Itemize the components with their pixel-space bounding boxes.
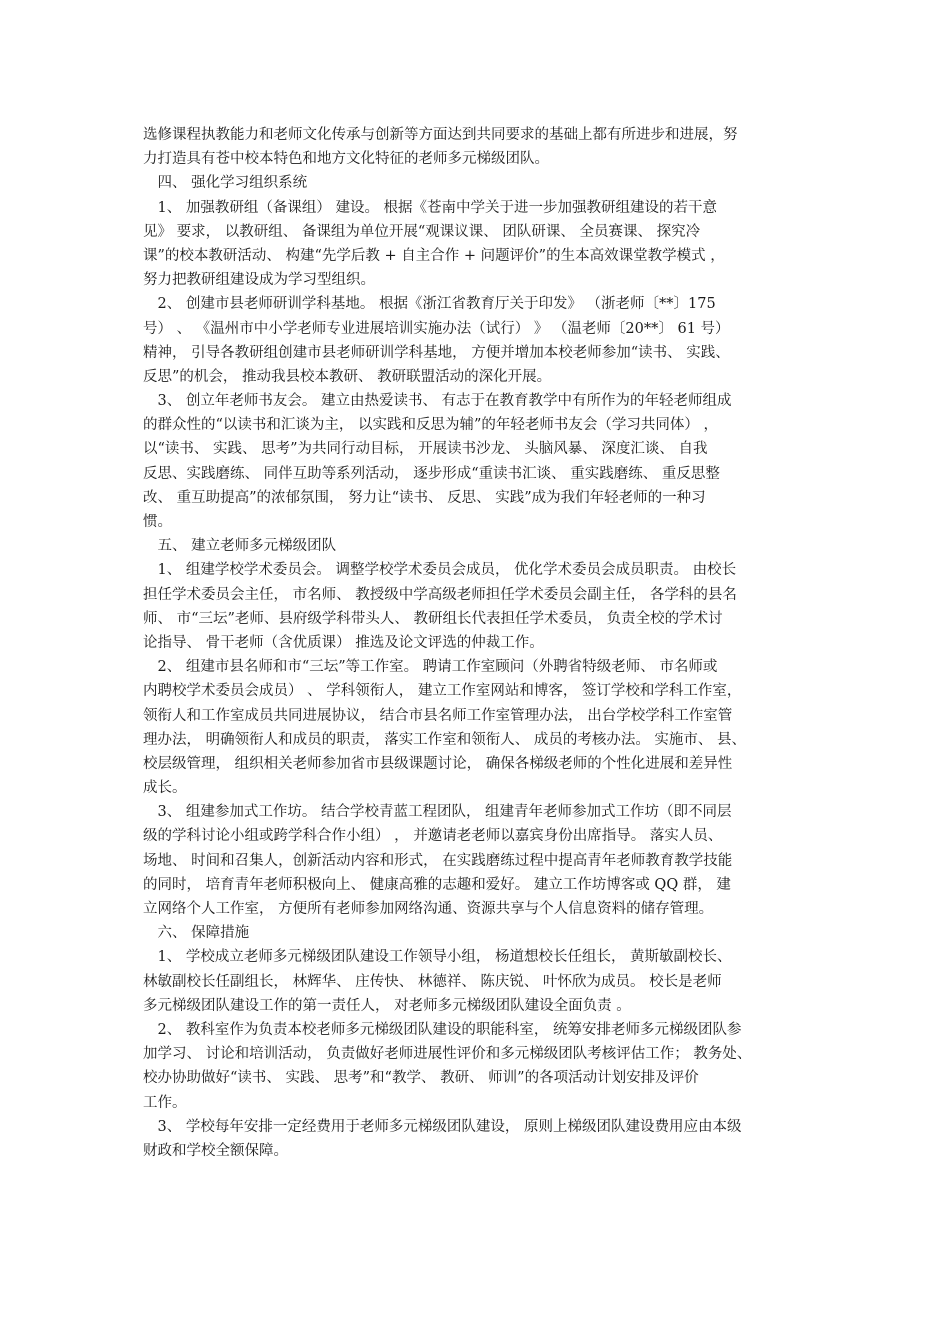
text-line: 反思、实践磨练、 同伴互助等系列活动， 逐步形成“重读书汇谈、 重实践磨练、 重反思整 (143, 465, 720, 482)
text-line: 改、 重互助提高”的浓郁氛围， 努力让“读书、 反思、 实践”成为我们年轻老师的一种习 (143, 489, 706, 506)
text-line: 担任学术委员会主任， 市名师、 教授级中学高级老师担任学术委员会副主任， 各学科的县名 (143, 586, 737, 603)
text-line: 2、 教科室作为负责本校老师多元梯级团队建设的职能科室， 统筹安排老师多元梯级团队参 (143, 1021, 742, 1038)
text-line: 论指导、 骨干老师（含优质课） 推选及论文评选的仲裁工作。 (143, 634, 544, 651)
text-line: 多元梯级团队建设工作的第一责任人， 对老师多元梯级团队建设全面负责 。 (143, 997, 631, 1014)
document-body (143, 123, 815, 1163)
text-line: 林敏副校长任副组长， 林辉华、 庄传快、 林德祥、 陈庆锐、 叶怀欣为成员。 校长是老师 (143, 973, 722, 990)
text-line: 级的学科讨论小组或跨学科合作小组） ， 并邀请老老师以嘉宾身份出席指导。 落实人员、 (143, 828, 723, 845)
text-line: 理办法， 明确领衔人和成员的职责， 落实工作室和领衔人、 成员的考核办法。 实施市、 县、 (143, 731, 747, 748)
text-line: 领衔人和工作室成员共同进展协议， 结合市县名师工作室管理办法， 出台学校学科工作室管 (143, 707, 733, 724)
section-heading: 六、 保障措施 (143, 925, 250, 942)
text-line: 校办协助做好“读书、 实践、 思考”和“教学、 教研、 师训”的各项活动计划安排及评价 (143, 1070, 699, 1087)
text-line: 精神， 引导各教研组创建市县老师研训学科基地， 方便并增加本校老师参加“读书、 实践、 (143, 344, 730, 361)
text-line: 努力把教研组建设成为学习型组织。 (143, 272, 375, 289)
text-line: 财政和学校全额保障。 (143, 1142, 288, 1159)
text-line: 见》 要求， 以教研组、 备课组为单位开展“观课议课、 团队研课、 全员赛课、 探究冷 (143, 223, 701, 240)
text-line: 场地、 时间和召集人，创新活动内容和形式， 在实践磨练过程中提高青年老师教育教学技能 (143, 852, 733, 869)
text-line: 课”的校本教研活动、 构建“先学后教 + 自主合作 + 问题评价”的生本高效课堂教学模式 ， (143, 247, 725, 264)
text-line: 立网络个人工作室， 方便所有老师参加网络沟通、资源共享与个人信息资料的储存管理。 (143, 901, 714, 917)
text-line: 师、 市“三坛”老师、县府级学科带头人、 教研组长代表担任学术委员， 负责全校的学术讨 (143, 610, 723, 627)
text-line: 内聘校学术委员会成员） 、 学科领衔人， 建立工作室网站和博客， 签订学校和学科工作室， (143, 683, 742, 700)
text-line: 的同时， 培育青年老师积极向上、 健康高雅的志趣和爱好。 建立工作坊博客或 QQ 群， 建 (143, 876, 731, 893)
text-line: 加学习、 讨论和培训活动， 负责做好老师进展性评价和多元梯级团队考核评估工作； 教务处、 (143, 1046, 752, 1063)
text-line: 校层级管理， 组织相关老师参加省市县级课题讨论， 确保各梯级老师的个性化进展和差异性 (143, 755, 733, 772)
text-line: 3、 创立年老师书友会。 建立由热爱读书、 有志于在教育教学中有所作为的年轻老师组成 (143, 393, 732, 410)
text-line: 工作。 (143, 1094, 187, 1111)
text-line: 的群众性的“以读书和汇谈为主， 以实践和反思为辅”的年轻老师书友会（学习共同体） ， (143, 417, 719, 434)
text-line: 成长。 (143, 780, 187, 797)
text-line: 2、 创建市县老师研训学科基地。 根据《浙江省教育厅关于印发》 （浙老师〔**〕175 (143, 296, 716, 313)
text-line: 3、 学校每年安排一定经费用于老师多元梯级团队建设， 原则上梯级团队建设费用应由本级 (143, 1118, 742, 1135)
text-line: 3、 组建参加式工作坊。 结合学校青蓝工程团队， 组建青年老师参加式工作坊（即不同层 (143, 804, 732, 821)
text-line: 号） 、 《温州市中小学老师专业进展培训实施办法（试行） 》 （温老师〔20**〕 61 号） (143, 320, 730, 337)
text-line: 1、 学校成立老师多元梯级团队建设工作领导小组， 杨道想校长任组长， 黄斯敏副校长、 (143, 949, 732, 966)
text-line: 惯。 (143, 514, 172, 530)
text-line: 力打造具有苍中校本特色和地方文化特征的老师多元梯级团队。 (143, 151, 549, 168)
section-heading: 五、 建立老师多元梯级团队 (143, 538, 337, 555)
text-line: 1、 组建学校学术委员会。 调整学校学术委员会成员， 优化学术委员会成员职责。 由校长 (143, 562, 737, 579)
text-line: 选修课程执教能力和老师文化传承与创新等方面达到共同要求的基础上都有所进步和进展，努 (143, 127, 738, 143)
text-line: 反思”的机会， 推动我县校本教研、 教研联盟活动的深化开展。 (143, 368, 552, 385)
section-heading: 四、 强化学习组织系统 (143, 175, 308, 192)
text-line: 2、 组建市县名师和市“三坛”等工作室。 聘请工作室顾问（外聘省特级老师、 市名师或 (143, 659, 718, 676)
text-line: 1、 加强教研组（备课组） 建设。 根据《苍南中学关于进一步加强教研组建设的若干意 (143, 199, 718, 216)
text-line: 以“读书、 实践、 思考”为共同行动目标， 开展读书沙龙、 头脑风暴、 深度汇谈、 自我 (143, 441, 708, 458)
